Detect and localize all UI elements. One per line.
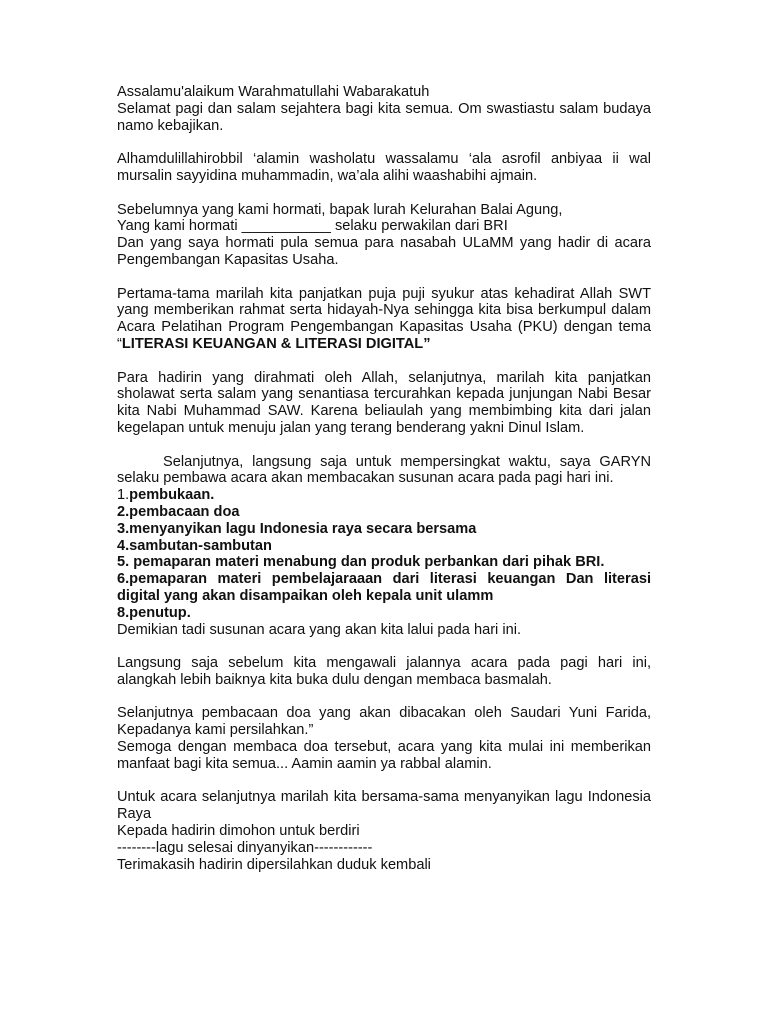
respect-line-2: Yang kami hormati ___________ selaku perwakilan dari BRI [117, 218, 508, 235]
greeting-morning: Selamat pagi dan salam sejahtera bagi kita semua. Om swastiastu salam budaya namo kebajikan. [117, 100, 651, 134]
agenda-item [117, 487, 651, 504]
respect-line-1: Sebelumnya yang kami hormati, bapak lurah Kelurahan Balai Agung, [117, 201, 563, 218]
doa-line-1: Selanjutnya pembacaan doa yang akan dibacakan oleh Saudari Yuni Farida, Kepadanya kami persilahkan.” [117, 705, 651, 739]
agenda-item-text: pembacaan doa [129, 503, 240, 520]
agenda-item-text: pemaparan materi menabung dan produk perbankan dari pihak BRI. [133, 554, 605, 571]
agenda-item-text: pembukaan. [129, 487, 215, 504]
anthem-line-2: Kepada hadirin dimohon untuk berdiri [117, 823, 360, 840]
anthem-line-1: Untuk acara selanjutnya marilah kita bersama-sama menyanyikan lagu Indonesia Raya [117, 789, 651, 823]
agenda-list [117, 487, 651, 621]
document-page [117, 84, 651, 890]
agenda-item [117, 504, 651, 521]
agenda-item [117, 538, 651, 555]
agenda-item-number: 1. [117, 487, 130, 504]
anthem-line-3: --------lagu selesai dinyanyikan------------ [117, 839, 373, 856]
agenda-item [117, 571, 651, 605]
praise-paragraph: Alhamdulillahirobbil ‘alamin washolatu wassalamu ‘ala asrofil anbiyaa ii wal mursalin sayyidina muhammadin, wa’ala alihi waashabihi ajmain. [117, 151, 651, 184]
agenda-item-text: sambutan-sambutan [129, 537, 272, 554]
agenda-item-number: 3. [117, 520, 130, 537]
thanks-text: Pertama-tama marilah kita panjatkan puja puji syukur atas kehadirat Allah SWT yang memberikan rahmat serta hidayah-Nya sehingga kita bisa berkumpul dalam Acara Pelatihan Program Pengembangan Kapasitas Usaha (PKU) dengan tema “ [117, 285, 651, 352]
agenda-item-number: 6. [117, 571, 130, 588]
event-theme: LITERASI KEUANGAN & LITERASI DIGITAL” [121, 335, 431, 352]
respect-paragraph [117, 202, 651, 269]
respect-line-3: Dan yang saya hormati pula semua para nasabah ULaMM yang hadir di acara Pengembangan Kapasitas Usaha. [117, 235, 651, 268]
agenda-item-text: menyanyikan lagu Indonesia raya secara bersama [129, 520, 477, 537]
agenda-item-text: penutup. [129, 604, 191, 621]
basmalah-paragraph: Langsung saja sebelum kita mengawali jalannya acara pada pagi hari ini, alangkah lebih baiknya kita buka dulu dengan membaca basmalah. [117, 655, 651, 688]
doa-line-2: Semoga dengan membaca doa tersebut, acara yang kita mulai ini memberikan manfaat bagi kita semua... Aamin aamin ya rabbal alamin. [117, 739, 651, 772]
agenda-item-number: 8. [117, 604, 130, 621]
greeting-paragraph [117, 84, 651, 134]
agenda-closing: Demikian tadi susunan acara yang akan kita lalui pada hari ini. [117, 621, 522, 638]
agenda-item-number: 4. [117, 537, 130, 554]
agenda-item [117, 521, 651, 538]
agenda-item [117, 605, 651, 622]
anthem-paragraph [117, 789, 651, 873]
agenda-item-number: 5. [117, 554, 134, 571]
sholawat-paragraph: Para hadirin yang dirahmati oleh Allah, selanjutnya, marilah kita panjatkan sholawat serta salam yang senantiasa tercurahkan kepada junjungan Nabi Besar kita Nabi Muhammad SAW. Karena beliaulah yang membimbing kita dari jalan kegelapan untuk menuju jalan yang terang benderang yakni Dinul Islam. [117, 369, 651, 436]
agenda-item [117, 554, 651, 571]
greeting-opening: Assalamu'alaikum Warahmatullahi Wabarakatuh [117, 84, 430, 100]
agenda-item-text: pemaparan materi pembelajaraaan dari literasi keuangan Dan literasi digital yang akan disampaikan oleh kepala unit ulamm [117, 571, 651, 604]
agenda-intro: Selanjutnya, langsung saja untuk mempersingkat waktu, saya GARYN selaku pembawa acara akan membacakan susunan acara pada pagi hari ini. [117, 453, 651, 487]
anthem-line-4: Terimakasih hadirin dipersilahkan duduk kembali [117, 856, 431, 873]
thanks-paragraph [117, 286, 651, 353]
agenda-item-number: 2. [117, 503, 130, 520]
doa-paragraph [117, 705, 651, 772]
